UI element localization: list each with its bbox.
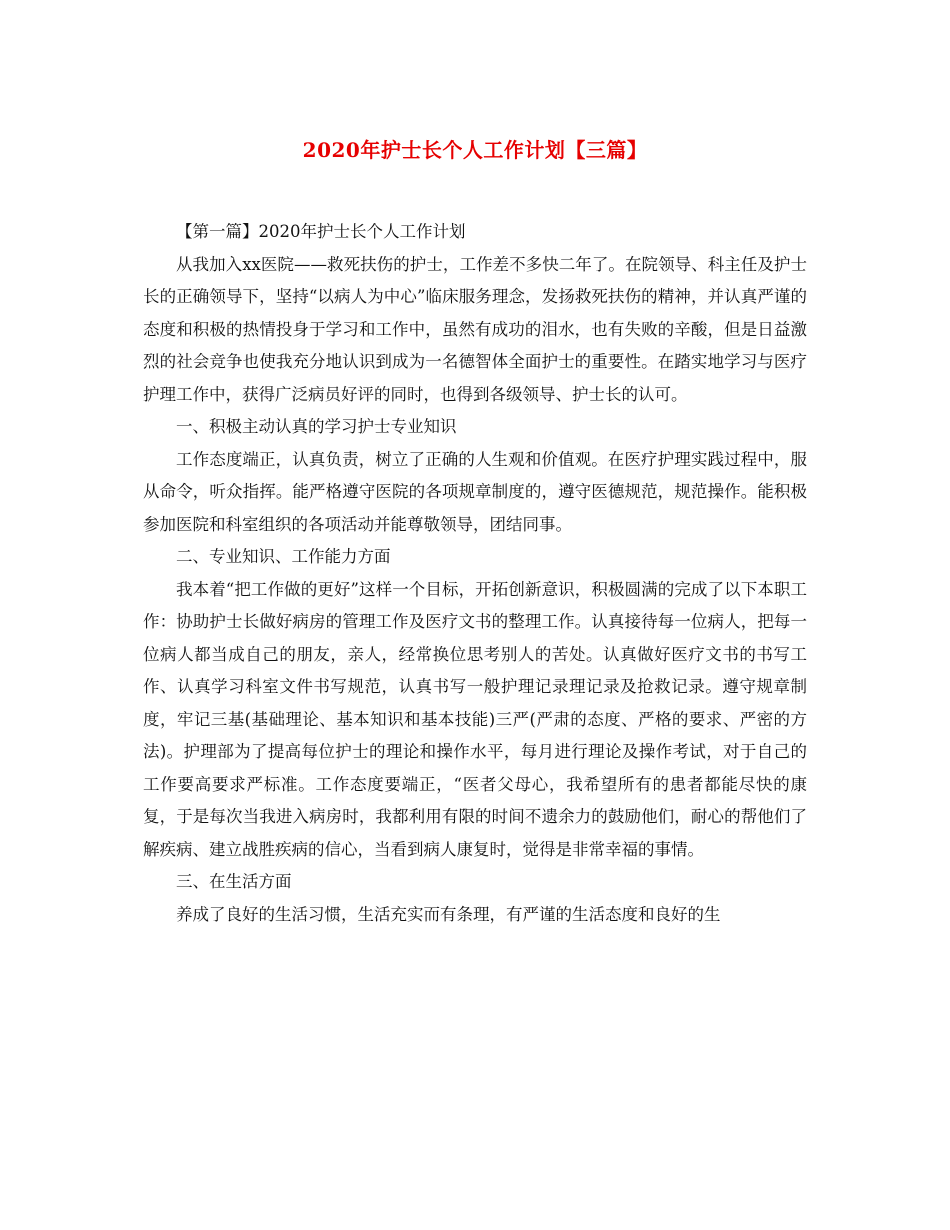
section-heading-professional: 二、专业知识、工作能力方面 [176,547,391,566]
document-body [143,216,807,931]
section-heading-first-article: 【第一篇】2020年护士长个人工作计划 [176,222,466,241]
body-paragraph: 工作态度端正，认真负责，树立了正确的人生观和价值观。在医疗护理实践过程中，服从命令，听众指挥。能严格遵守医院的各项规章制度的，遵守医德规范，规范操作。能积极参加医院和科室组织的各项活动并能尊敬领导，团结同事。 [143,449,807,534]
document-title: 2020年护士长个人工作计划【三篇】 [302,138,648,162]
body-paragraph: 从我加入xx医院——救死扶伤的护士，工作差不多快二年了。在院领导、科主任及护士长的正确领导下，坚持“以病人为中心”临床服务理念，发扬救死扶伤的精神，并认真严谨的态度和积极的热情投身于学习和工作中，虽然有成功的泪水，也有失败的辛酸，但是日益激烈的社会竞争也使我充分地认识到成为一名德智体全面护士的重要性。在踏实地学习与医疗护理工作中，获得广泛病员好评的同时，也得到各级领导、护士长的认可。 [143,254,807,404]
body-paragraph: 我本着“把工作做的更好”这样一个目标，开拓创新意识，积极圆满的完成了以下本职工作：协助护士长做好病房的管理工作及医疗文书的整理工作。认真接待每一位病人，把每一位病人都当成自己的朋友，亲人，经常换位思考别人的苦处。认真做好医疗文书的书写工作、认真学习科室文件书写规范，认真书写一般护理记录理记录及抢救记录。遵守规章制度，牢记三基(基础理论、基本知识和基本技能)三严(严肃的态度、严格的要求、严密的方法)。护理部为了提高每位护士的理论和操作水平，每月进行理论及操作考试，对于自己的工作要高要求严标准。工作态度要端正，“医者父母心，我希望所有的患者都能尽快的康复，于是每次当我进入病房时，我都利用有限的时间不遗余力的鼓励他们，耐心的帮他们了解疾病、建立战胜疾病的信心，当看到病人康复时，觉得是非常幸福的事情。 [143,579,807,859]
section-heading-life: 三、在生活方面 [176,872,292,891]
section-heading-study: 一、积极主动认真的学习护士专业知识 [176,417,457,436]
body-paragraph: 养成了良好的生活习惯，生活充实而有条理，有严谨的生活态度和良好的生 [176,904,721,924]
